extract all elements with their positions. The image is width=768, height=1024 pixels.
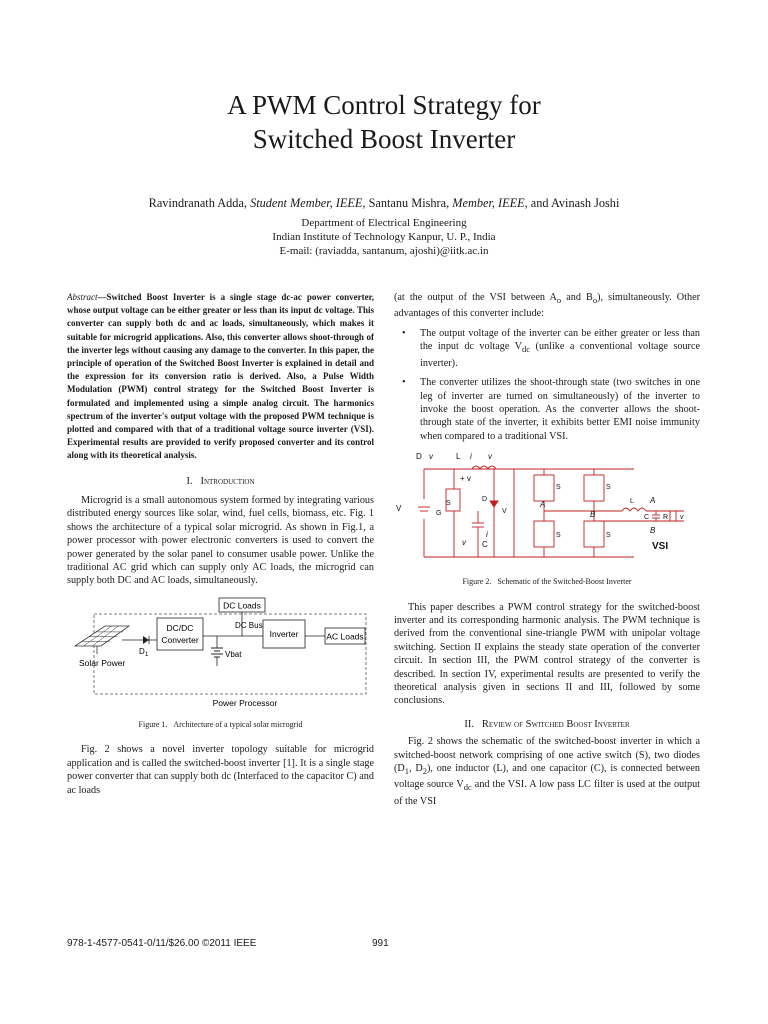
department: Department of Electrical Engineering — [301, 217, 467, 229]
fig2-s3-label: S — [606, 484, 611, 492]
section-1-title: Introduction — [200, 475, 255, 487]
author-3: and Avinash Joshi — [527, 196, 620, 210]
page-number: 991 — [372, 938, 389, 949]
author-2-role: Member, IEEE, — [452, 196, 528, 210]
left-column — [67, 291, 374, 797]
fig2-d2-label: D — [482, 496, 488, 504]
fig2-s2-label: S — [606, 532, 611, 540]
fig2-vdc-label: V — [396, 504, 402, 514]
institution: Indian Institute of Technology Kanpur, U. P., India — [272, 231, 496, 243]
fig2-g-label: G — [436, 510, 442, 518]
fig2-il-label: i — [470, 452, 472, 462]
right-continuation: (at the output of the VSI between $A_o$ and $B_o$), simultaneously. Other advantages of this converter include: — [394, 292, 700, 320]
power-processor-label: Power Processor — [212, 697, 278, 708]
advantage-item-2: • The converter utilizes the shoot-through state (two switches in one leg of inverter are turned on simultaneously) of the inverter to invoke the boost operation. As the converter allows the shoot-through state of the inverter, it exhibits better EMI noise immunity when compared to a traditional VSI. — [402, 377, 700, 442]
fig2-l-label: L — [456, 452, 461, 462]
isbn-footer: 978-1-4577-0541-0/11/$26.00 ©2011 IEEE — [67, 938, 257, 949]
right-column — [394, 291, 700, 808]
bullet-2: • — [402, 377, 406, 389]
vbat-label: Vbat — [225, 649, 242, 659]
fig2-a-label: A — [540, 500, 546, 510]
section-2-number: II. — [464, 718, 474, 730]
dc-loads-label: DC Loads — [223, 600, 261, 611]
author-1: Ravindranath Adda, — [148, 196, 251, 210]
paper-title — [0, 88, 768, 156]
inverter-label: Inverter — [269, 628, 299, 639]
figure-1-caption-number: Figure 1. — [138, 719, 168, 729]
solar-power-label: Solar Power — [79, 657, 126, 668]
fig2-ic-label: i — [486, 530, 488, 540]
ac-loads-label: AC Loads — [326, 631, 364, 642]
intro-paragraph-2: Fig. 2 shows a novel inverter topology suitable for microgrid application and is called the switched-boost inverter [1]. It is a single stage power converter that can supply both dc (Interfaced to the capacitor C) and ac loads — [67, 744, 374, 796]
figure-2-schematic — [394, 449, 700, 569]
fig2-bo-label: B — [650, 526, 656, 536]
figure-1-diagram — [67, 596, 374, 712]
fig2-c-label: C — [482, 540, 488, 550]
abstract-text: Switched Boost Inverter is a single stage dc-ac power converter, whose output voltage can be either greater or less than its input dc voltage. This converter can supply both dc and ac loads, simultaneously, which makes it suitable for microgrid applications. Also, this converter allows shoot-through of the inverter legs without causing any damage to the converter. In this paper, the principle of operation of the Switched Boost Inverter is explained in detail and the expression for its conversion ratio is derived. Also, a Pulse Width Modulation (PWM) control strategy for the Switched Boost Inverter is formulated and implemented using a simple analog circuit. The harmonics spectrum of the inverter's output voltage with the proposed PWM technique is plotted and compared with that of a traditional voltage source inverter (VSI). Experimental results are provided to verify proposed converter and its control along with its theoretical analysis. — [67, 292, 374, 461]
right-paragraph-3: This paper describes a PWM control strategy for the switched-boost inverter and its corresponding harmonic analysis. The PWM technique is derived from the conventional sine-triangle PWM with unipolar voltage switching. Section II explains the steady state operation of the converter circuit. In section III, the PWM control strategy of the converter is described. In section IV, experimental results are presented to verify the theoretical analysis given in sections II and III, followed by some conclusions. — [394, 601, 700, 707]
fig2-lf-label: L — [630, 498, 634, 506]
bullet-1: • — [402, 327, 406, 339]
dcdc-label-2: Converter — [161, 634, 199, 645]
title-line-2: Switched Boost Inverter — [252, 124, 516, 154]
section-1-heading — [67, 475, 374, 488]
fig2-b-label: B — [590, 510, 596, 520]
figure-2-caption-number: Figure 2. — [462, 577, 492, 587]
author-line — [0, 196, 768, 211]
dc-bus-label: DC Bus — [235, 620, 263, 630]
solar-panel-icon — [75, 626, 129, 654]
dcdc-label-1: DC/DC — [166, 622, 194, 633]
figure-2-caption — [394, 575, 700, 588]
advantage-item-1: • The output voltage of the inverter can be either greater or less than the input dc voltage $V_{dc}$ (unlike a conventional voltage source inverter). — [402, 327, 700, 369]
fig2-vl-label: + v — [460, 474, 471, 484]
fig2-vsi-label: VSI — [652, 541, 669, 553]
figure-1-caption-text: Architecture of a typical solar microgrid — [173, 719, 303, 729]
diode-d1-icon — [143, 636, 149, 644]
fig2-s1-label: S — [556, 484, 561, 492]
author-2: , Santanu Mishra, — [362, 196, 453, 210]
abstract — [67, 291, 374, 463]
fig2-vsn1-label: v — [429, 452, 433, 462]
fig2-ao-label: A — [650, 496, 656, 506]
svg-text:1: 1 — [145, 651, 149, 658]
fig2-vc-label: v — [462, 538, 466, 548]
section-1-number: I. — [186, 475, 193, 487]
fig2-s4-label: S — [556, 532, 561, 540]
abstract-dash: — — [97, 292, 107, 302]
fig2-d1-label: D — [416, 452, 422, 462]
abstract-label: Abstract — [67, 292, 98, 302]
fig2-vo-label: v — [680, 514, 684, 522]
diode-d1-label: D — [139, 646, 145, 656]
title-line-1: A PWM Control Strategy for — [227, 90, 541, 120]
section-2-title: Review of Switched Boost Inverter — [481, 718, 630, 730]
advantages-list — [394, 327, 700, 443]
fig2-vi-label: V — [502, 508, 507, 516]
figure-2-caption-text: Schematic of the Switched-Boost Inverter — [497, 577, 632, 587]
figure-1-caption — [67, 718, 374, 731]
fig2-cf-label: C — [644, 514, 650, 522]
fig2-vsn2-label: v — [488, 452, 492, 462]
email: E-mail: (raviadda, santanum, ajoshi)@iitk.ac.in — [279, 245, 489, 257]
fig2-s-label: S — [446, 500, 451, 508]
fig2-rl-label: R — [663, 514, 669, 522]
author-1-role: Student Member, IEEE — [250, 196, 363, 210]
right-paragraph-4: Fig. 2 shows the schematic of the switched-boost inverter in which a switched-boost network comprising of one active switch (S), two diodes ($D_1$, $D_2$), one inductor (L), and one capacitor (C), is connected between voltage source $V_{dc}$ and the VSI. A low pass LC filter is used at the output of the VSI — [394, 736, 701, 807]
intro-paragraph-1: Microgrid is a small autonomous system formed by integrating various distributed energy sources like solar, wind, fuel cells, biomass, etc. Fig. 1 shows the architecture of a typical solar microgrid. As shown in Fig.1, a power processor with power electronic converters is used to convert the power generated by the solar panel to consumer usable power. Unlike the traditional AC grid which can supply only AC loads, the microgrid can supply both DC and AC loads, simultaneously. — [67, 495, 374, 587]
section-2-heading — [394, 718, 700, 731]
affiliation — [0, 216, 768, 258]
